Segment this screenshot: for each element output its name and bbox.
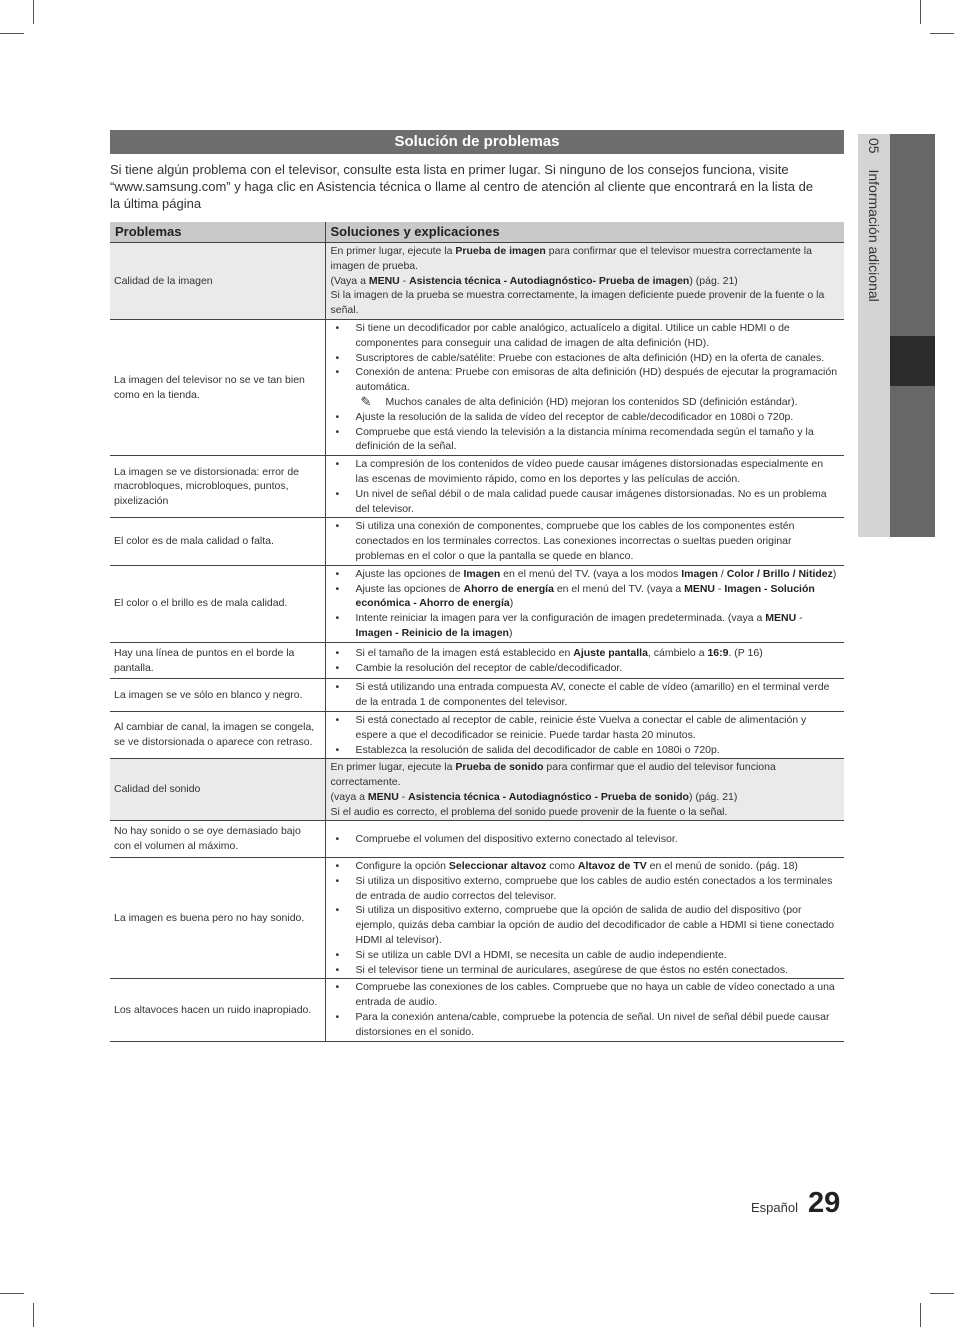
- text-run: (Vaya a: [330, 274, 369, 287]
- text-run: Si utiliza un dispositivo externo, compruebe que la opción de salida de audio del dispositivo (por ejemplo, quizás deba cambiar la opción de audio del decodificador de cable a HDMI si tiene conectado HDMI al televisor).: [355, 904, 835, 947]
- bold-term: MENU: [367, 790, 399, 803]
- table-row: [110, 979, 844, 1041]
- problem-cell: Hay una línea de puntos en el borde la pantalla.: [110, 642, 325, 679]
- text-run: para confirmar que el televisor muestra correctamente la imagen de prueba.: [330, 245, 812, 272]
- bold-term: Prueba de imagen: [455, 245, 546, 257]
- problem-cell: La imagen es buena pero no hay sonido.: [110, 858, 325, 979]
- text-run: . (P 16): [728, 646, 763, 659]
- crop-mark: [0, 1293, 24, 1294]
- intro-paragraph: Si tiene algún problema con el televisor, consulte esta lista en primer lugar. Si ninguno de los consejos funciona, visite “www.samsung.com” y haga clic en Asistencia técnica o llame al centro de atención al cliente que encontrará en la lista de la última página: [110, 162, 814, 211]
- problem-cell: No hay sonido o se oye demasiado bajo con el volumen al máximo.: [110, 821, 325, 858]
- table-row: [110, 518, 844, 565]
- page-number: 29: [808, 1187, 841, 1219]
- text-run: ) (pág. 21): [689, 274, 738, 287]
- text-run: Si utiliza un dispositivo externo, compruebe que los cables de audio estén conectados a los terminales de entrada de audio correctos del televisor.: [355, 874, 833, 902]
- list-item: [356, 713, 840, 743]
- problem-cell: La imagen se ve distorsionada: error de macrobloques, microbloques, puntos, pixelización: [110, 456, 325, 518]
- solution-cell: [325, 759, 844, 821]
- table-row: [110, 319, 844, 455]
- bold-term: Imagen - Solución económica - Ahorro de energía: [355, 582, 815, 610]
- chapter-title: Información adicional: [866, 169, 882, 302]
- text-run: Si tiene un decodificador por cable analógico, actualícelo a digital. Utilice un cable HDMI o de componentes para conseguir una calidad de imagen de alta definición (HD).: [355, 321, 790, 349]
- text-run: Configure la opción: [355, 860, 449, 873]
- text-run: En primer lugar, ejecute la: [330, 245, 456, 257]
- problem-cell: La imagen se ve sólo en blanco y negro.: [110, 679, 325, 712]
- text-run: como: [546, 860, 578, 873]
- text-run: En primer lugar, ejecute la: [330, 761, 456, 774]
- bold-term: Altavoz de TV: [577, 860, 647, 873]
- text-run: (vaya a: [330, 790, 368, 803]
- text-run: para confirmar que el audio del televisor funciona correctamente.: [330, 761, 776, 789]
- text-run: Compruebe que está viendo la televisión a la distancia mínima recomendada según el tamaño y la definición de la señal.: [355, 425, 814, 453]
- text-run: Si se utiliza un cable DVI a HDMI, se necesita un cable de audio independiente.: [355, 948, 727, 961]
- problem-cell: Calidad del sonido: [110, 759, 325, 821]
- text-run: -: [796, 612, 803, 625]
- list-item: [356, 321, 840, 351]
- text-run: Ajuste las opciones de: [355, 582, 464, 595]
- table-row: [110, 821, 844, 858]
- solution-cell: [325, 243, 844, 320]
- bold-term: MENU: [368, 274, 400, 287]
- text-run: Un nivel de señal débil o de mala calidad puede causar imágenes distorsionadas. No es un problema del televisor.: [355, 487, 827, 515]
- header-solutions: Soluciones y explicaciones: [325, 222, 844, 243]
- text-run: Si está utilizando una entrada compuesta AV, conecte el cable de vídeo (amarillo) en el terminal verde de la entrada 1 de componentes del televisor.: [355, 681, 830, 709]
- table-row: [110, 858, 844, 979]
- solution-cell: [325, 456, 844, 518]
- text-run: -: [715, 582, 725, 595]
- list-item: [356, 567, 840, 582]
- crop-mark: [920, 0, 921, 24]
- table-row: [110, 759, 844, 821]
- text-run: Establezca la resolución de salida del decodificador de cable en 1080i o 720p.: [355, 743, 720, 756]
- problem-cell: Al cambiar de canal, la imagen se congela, se ve distorsionada o aparece con retraso.: [110, 711, 325, 758]
- problem-cell: La imagen del televisor no se ve tan bien como en la tienda.: [110, 319, 325, 455]
- solution-cell: [325, 711, 844, 758]
- text-run: La compresión de los contenidos de vídeo puede causar imágenes distorsionadas especialmente en las escenas de movimiento rápido, como en los deportes y las películas de acción.: [355, 458, 824, 485]
- text-run: en el menú del TV. (vaya a los modos: [500, 567, 682, 580]
- troubleshooting-table: [110, 222, 844, 1042]
- bold-term: Imagen - Reinicio de la imagen: [355, 626, 509, 639]
- bold-term: Imagen: [681, 567, 718, 580]
- solution-list: [331, 859, 840, 977]
- list-item: [356, 646, 840, 661]
- list-item: [356, 519, 840, 563]
- list-item: [356, 1010, 840, 1040]
- solution-list: [331, 457, 840, 516]
- solution-cell: [325, 858, 844, 979]
- text-run: ): [509, 597, 514, 610]
- text-run: Ajuste la resolución de la salida de vídeo del receptor de cable/decodificador en 1080i o 720p.: [355, 410, 794, 423]
- text-run: Compruebe las conexiones de los cables. Compruebe que no haya un cable de vídeo conectado a una entrada de audio.: [355, 981, 835, 1009]
- solution-cell: [325, 319, 844, 455]
- table-row: [110, 711, 844, 758]
- crop-mark: [0, 33, 24, 34]
- chapter-label: [862, 138, 886, 338]
- problem-cell: Los altavoces hacen un ruido inapropiado.: [110, 979, 325, 1041]
- list-item: [356, 859, 840, 874]
- list-item: [356, 457, 840, 487]
- bold-term: MENU: [684, 582, 716, 595]
- solution-list: [331, 519, 840, 563]
- section-title: Solución de problemas: [110, 130, 844, 154]
- list-item: [356, 365, 840, 395]
- list-item: [356, 980, 840, 1010]
- solution-cell: [325, 679, 844, 712]
- chapter-number: 05: [866, 138, 882, 154]
- list-item: [356, 410, 840, 425]
- list-item: [356, 743, 840, 758]
- solution-cell: [325, 642, 844, 679]
- problem-cell: Calidad de la imagen: [110, 243, 325, 320]
- header-problems: Problemas: [110, 222, 325, 243]
- list-item: [356, 680, 840, 710]
- list-item: [356, 903, 840, 947]
- text-run: Ajuste las opciones de: [355, 567, 464, 580]
- text-run: Si la imagen de la prueba se muestra correctamente, la imagen deficiente puede provenir de la fuente o la señal.: [330, 289, 825, 317]
- note-item: [356, 395, 840, 410]
- text-run: Si el televisor tiene un terminal de auriculares, asegúrese de que éstos no estén conectados.: [355, 963, 789, 976]
- problem-cell: El color es de mala calidad o falta.: [110, 518, 325, 565]
- solution-cell: [325, 979, 844, 1041]
- solution-cell: [325, 565, 844, 642]
- bold-term: Seleccionar altavoz: [448, 860, 547, 873]
- bold-term: Ahorro de energía: [463, 582, 554, 595]
- bold-term: Asistencia técnica - Autodiagnóstico - Prueba de sonido: [408, 790, 689, 803]
- table-row: [110, 565, 844, 642]
- text-run: Intente reiniciar la imagen para ver la configuración de imagen predeterminada. (vaya a: [355, 612, 766, 625]
- text-run: ) (pág. 21): [688, 790, 738, 803]
- list-item: [356, 582, 840, 612]
- list-item: [356, 661, 840, 676]
- list-item: [356, 963, 840, 978]
- bold-term: MENU: [765, 612, 797, 625]
- text-run: ): [508, 626, 513, 639]
- solution-cell: [325, 821, 844, 858]
- table-row: [110, 456, 844, 518]
- crop-mark: [33, 1303, 34, 1327]
- chapter-tab-marker: [890, 336, 935, 386]
- crop-mark: [930, 1293, 954, 1294]
- text-run: Muchos canales de alta definición (HD) mejoran los contenidos SD (definición estándar).: [385, 395, 798, 408]
- solution-list: [331, 321, 840, 454]
- list-item: [356, 425, 840, 455]
- text-run: /: [717, 567, 727, 580]
- text-run: en el menú de sonido. (pág. 18): [646, 860, 798, 873]
- text-run: Si el audio es correcto, el problema del sonido puede provenir de la fuente o la señal.: [330, 805, 728, 818]
- text-run: Conexión de antena: Pruebe con emisoras de alta definición (HD) después de ejecutar la programación automática.: [355, 366, 838, 394]
- solution-cell: [325, 518, 844, 565]
- list-item: [356, 351, 840, 366]
- list-item: [356, 611, 840, 641]
- list-item: [356, 487, 840, 517]
- text-run: Suscriptores de cable/satélite: Pruebe con estaciones de alta definición (HD) en la oferta de canales.: [355, 351, 825, 364]
- bold-term: 16:9: [707, 646, 729, 659]
- solution-list: [331, 680, 840, 710]
- solution-list: [331, 980, 840, 1039]
- text-run: Cambie la resolución del receptor de cable/decodificador.: [355, 661, 623, 674]
- list-item: [356, 948, 840, 963]
- list-item: [356, 874, 840, 904]
- solution-list: [331, 567, 840, 641]
- text-run: Para la conexión antena/cable, compruebe la potencia de señal. Un nivel de señal débil puede causar distorsiones en el sonido.: [355, 1011, 830, 1038]
- table-row: [110, 642, 844, 679]
- bold-term: Asistencia técnica - Autodiagnóstico- Prueba de imagen: [409, 274, 690, 287]
- table-row: [110, 243, 844, 320]
- table-header-row: [110, 222, 844, 243]
- bold-term: Color / Brillo / Nitidez: [726, 567, 833, 580]
- crop-mark: [33, 0, 34, 24]
- table-row: [110, 679, 844, 712]
- solution-list: [331, 713, 840, 757]
- crop-mark: [930, 33, 954, 34]
- bold-term: Imagen: [463, 567, 501, 580]
- list-item: [356, 832, 840, 847]
- problem-cell: El color o el brillo es de mala calidad.: [110, 565, 325, 642]
- text-run: -: [399, 274, 410, 287]
- text-run: , cámbielo a: [647, 646, 708, 659]
- text-run: ): [832, 567, 837, 580]
- bold-term: Ajuste pantalla: [573, 646, 648, 659]
- solution-list: [331, 832, 840, 847]
- solution-list: [331, 646, 840, 676]
- text-run: -: [398, 790, 409, 803]
- bold-term: Prueba de sonido: [455, 761, 544, 774]
- text-run: Compruebe el volumen del dispositivo externo conectado al televisor.: [355, 832, 678, 845]
- text-run: en el menú del TV. (vaya a: [553, 582, 685, 595]
- crop-mark: [920, 1303, 921, 1327]
- footer-language: Español: [751, 1200, 798, 1215]
- text-run: Si el tamaño de la imagen está establecido en: [355, 646, 574, 659]
- text-run: Si está conectado al receptor de cable, reinicie éste Vuelva a conectar el cable de alimentación y espere a que el decodificador se reinicie. Puede tardar hasta 20 minutos.: [355, 713, 807, 741]
- text-run: Si utiliza una conexión de componentes, compruebe que los cables de los componentes estén conectados en los terminales correctos. Las conexiones incorrectas o sueltas pueden originar problemas en el color o que la pantalla se quede en blanco.: [355, 520, 795, 562]
